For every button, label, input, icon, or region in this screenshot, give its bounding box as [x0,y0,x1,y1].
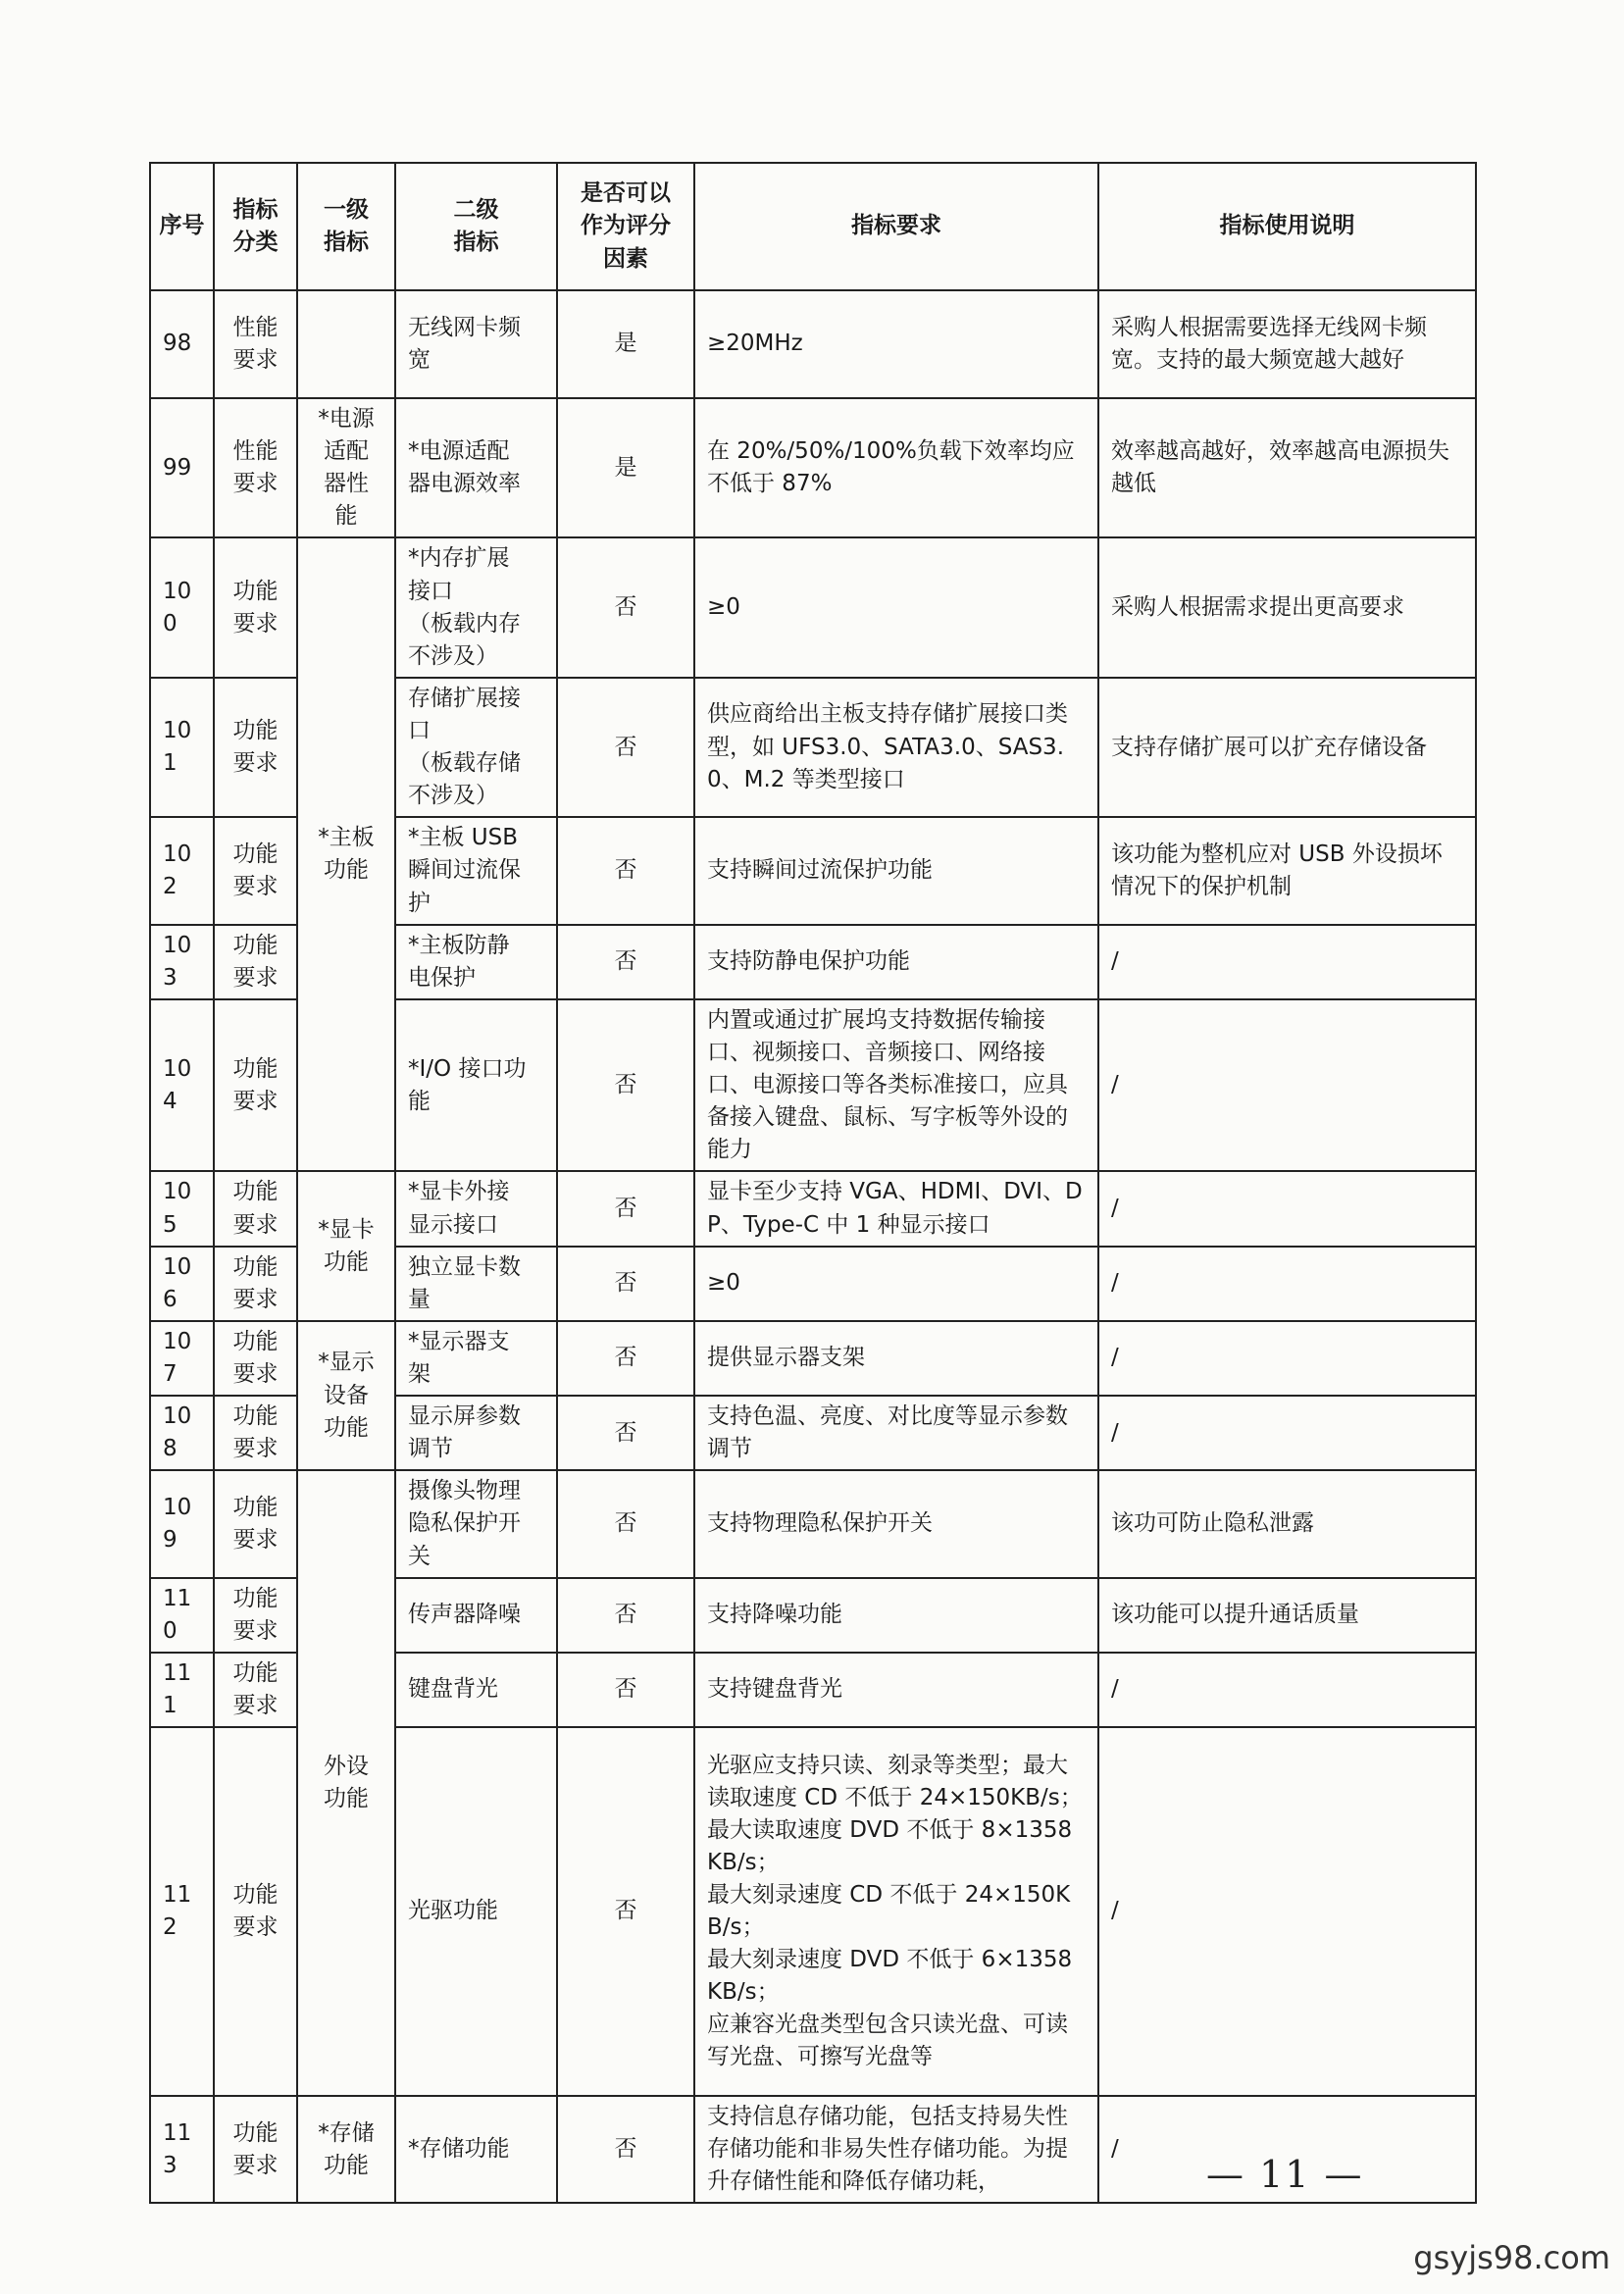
row-number: 103 [150,925,214,999]
row-requirement: 支持信息存储功能，包括支持易失性存储功能和非易失性存储功能。为提升存储性能和降低存储功耗， [694,2096,1098,2203]
row-level1: *电源 适配 器性 能 [297,398,395,537]
row-number: 101 [150,678,214,817]
row-category: 性能 要求 [214,290,297,398]
row-number: 107 [150,1321,214,1396]
row-level2: *存储功能 [395,2096,557,2203]
row-scoring: 是 [557,290,694,398]
row-level2: *显示器支 架 [395,1321,557,1396]
row-number: 108 [150,1396,214,1470]
row-scoring: 否 [557,1470,694,1577]
row-category: 功能 要求 [214,1171,297,1246]
row-category: 功能 要求 [214,1653,297,1727]
row-level2: *内存扩展 接口 （板载内存 不涉及） [395,537,557,677]
row-usage-note: / [1098,1653,1476,1727]
row-number: 99 [150,398,214,537]
row-scoring: 否 [557,1727,694,2096]
row-number: 100 [150,537,214,677]
row-scoring: 否 [557,1247,694,1321]
row-usage-note: / [1098,1321,1476,1396]
row-level1: *显卡 功能 [297,1171,395,1320]
row-level2: *电源适配 器电源效率 [395,398,557,537]
row-level1: *显示 设备 功能 [297,1321,395,1470]
row-category: 功能 要求 [214,2096,297,2203]
row-level1: *存储 功能 [297,2096,395,2203]
row-requirement: 在 20%/50%/100%负载下效率均应不低于 87% [694,398,1098,537]
row-scoring: 否 [557,537,694,677]
row-category: 功能 要求 [214,1321,297,1396]
row-scoring: 否 [557,1653,694,1727]
table-row [150,398,1476,537]
row-requirement: ≥20MHz [694,290,1098,398]
row-category: 功能 要求 [214,537,297,677]
row-requirement: 显卡至少支持 VGA、HDMI、DVI、DP、Type-C 中 1 种显示接口 [694,1171,1098,1246]
row-category: 功能 要求 [214,1578,297,1653]
row-requirement: 支持物理隐私保护开关 [694,1470,1098,1577]
header-category: 指标 分类 [214,163,297,290]
row-requirement: 光驱应支持只读、刻录等类型；最大读取速度 CD 不低于 24×150KB/s； 最大读取速度 DVD 不低于 8×1358KB/s； 最大刻录速度 CD 不低于 24×150KB/s； 最大刻录速度 DVD 不低于 6×1358KB/s； 应兼容光盘类型包含只读光盘、可读写光盘、可擦写光盘等 [694,1727,1098,2096]
header-scoring: 是否可以 作为评分 因素 [557,163,694,290]
row-number: 109 [150,1470,214,1577]
row-usage-note: / [1098,1247,1476,1321]
row-level2: 无线网卡频 宽 [395,290,557,398]
row-category: 功能 要求 [214,1470,297,1577]
row-usage-note: 效率越高越好，效率越高电源损失越低 [1098,398,1476,537]
spec-table [149,162,1477,2204]
row-usage-note: 采购人根据需要选择无线网卡频宽。支持的最大频宽越大越好 [1098,290,1476,398]
row-usage-note: 采购人根据需求提出更高要求 [1098,537,1476,677]
row-scoring: 否 [557,817,694,924]
row-category: 功能 要求 [214,817,297,924]
row-scoring: 否 [557,2096,694,2203]
row-requirement: 支持键盘背光 [694,1653,1098,1727]
header-level2: 二级 指标 [395,163,557,290]
table-row [150,1470,1476,1577]
row-number: 106 [150,1247,214,1321]
row-number: 110 [150,1578,214,1653]
header-requirement: 指标要求 [694,163,1098,290]
row-usage-note: 该功能为整机应对 USB 外设损坏情况下的保护机制 [1098,817,1476,924]
header-level1: 一级 指标 [297,163,395,290]
row-number: 112 [150,1727,214,2096]
row-requirement: 支持瞬间过流保护功能 [694,817,1098,924]
row-category: 功能 要求 [214,999,297,1172]
row-level1 [297,290,395,398]
row-number: 105 [150,1171,214,1246]
row-usage-note: / [1098,2096,1476,2203]
row-usage-note: / [1098,925,1476,999]
row-usage-note: / [1098,1171,1476,1246]
row-usage-note: 该功可防止隐私泄露 [1098,1470,1476,1577]
row-usage-note: / [1098,999,1476,1172]
row-scoring: 否 [557,1171,694,1246]
watermark: gsyjs98.com [1413,2239,1610,2276]
row-number: 98 [150,290,214,398]
page-number: — 11 — [1206,2153,1364,2196]
row-requirement: 供应商给出主板支持存储扩展接口类型，如 UFS3.0、SATA3.0、SAS3.0、M.2 等类型接口 [694,678,1098,817]
row-number: 102 [150,817,214,924]
table-row [150,537,1476,677]
row-level2: 键盘背光 [395,1653,557,1727]
row-level2: 独立显卡数 量 [395,1247,557,1321]
row-requirement: 内置或通过扩展坞支持数据传输接口、视频接口、音频接口、网络接口、电源接口等各类标准接口，应具备接入键盘、鼠标、写字板等外设的能力 [694,999,1098,1172]
row-scoring: 否 [557,1396,694,1470]
header-num: 序号 [150,163,214,290]
row-level2: *I/O 接口功 能 [395,999,557,1172]
row-level2: 显示屏参数 调节 [395,1396,557,1470]
row-scoring: 否 [557,1578,694,1653]
row-level2: 传声器降噪 [395,1578,557,1653]
row-category: 功能 要求 [214,925,297,999]
row-usage-note: 支持存储扩展可以扩充存储设备 [1098,678,1476,817]
row-requirement: 支持降噪功能 [694,1578,1098,1653]
row-number: 104 [150,999,214,1172]
row-category: 功能 要求 [214,1396,297,1470]
table-row [150,1171,1476,1246]
row-level2: *主板 USB 瞬间过流保 护 [395,817,557,924]
row-number: 113 [150,2096,214,2203]
row-requirement: ≥0 [694,537,1098,677]
row-requirement: 支持防静电保护功能 [694,925,1098,999]
header-usage-note: 指标使用说明 [1098,163,1476,290]
row-scoring: 是 [557,398,694,537]
row-level2: 摄像头物理 隐私保护开 关 [395,1470,557,1577]
row-scoring: 否 [557,678,694,817]
table-row [150,290,1476,398]
row-level1: 外设 功能 [297,1470,395,2096]
row-usage-note: / [1098,1727,1476,2096]
row-category: 性能 要求 [214,398,297,537]
row-category: 功能 要求 [214,678,297,817]
row-requirement: 支持色温、亮度、对比度等显示参数调节 [694,1396,1098,1470]
row-number: 111 [150,1653,214,1727]
row-usage-note: 该功能可以提升通话质量 [1098,1578,1476,1653]
row-level2: 光驱功能 [395,1727,557,2096]
table-row [150,1321,1476,1396]
row-level2: *主板防静 电保护 [395,925,557,999]
row-usage-note: / [1098,1396,1476,1470]
row-level2: *显卡外接 显示接口 [395,1171,557,1246]
row-scoring: 否 [557,1321,694,1396]
row-requirement: 提供显示器支架 [694,1321,1098,1396]
row-category: 功能 要求 [214,1247,297,1321]
row-level1: *主板 功能 [297,537,395,1171]
row-scoring: 否 [557,925,694,999]
header-row [150,163,1476,290]
row-category: 功能 要求 [214,1727,297,2096]
row-level2: 存储扩展接 口 （板载存储 不涉及） [395,678,557,817]
row-scoring: 否 [557,999,694,1172]
row-requirement: ≥0 [694,1247,1098,1321]
